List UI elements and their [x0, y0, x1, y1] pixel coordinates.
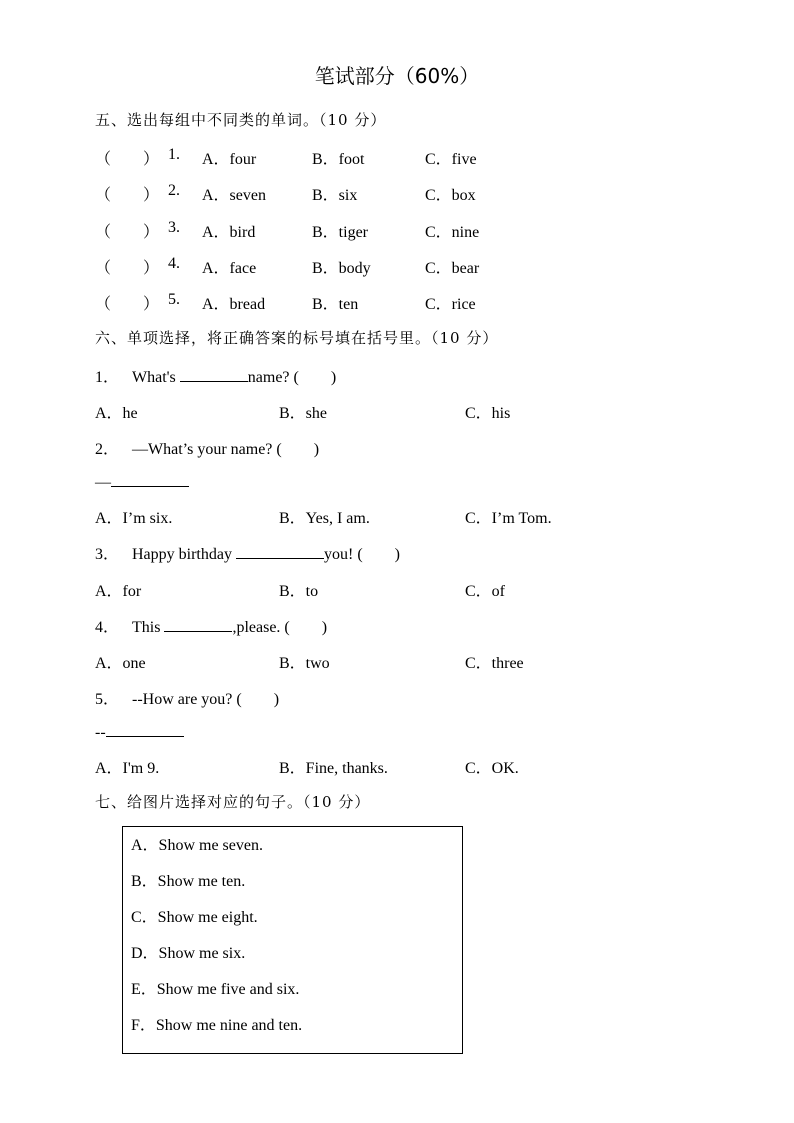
question-number: 4． [95, 619, 120, 636]
section7-heading: 七、给图片选择对应的句子。（10 分） [95, 793, 371, 811]
option-c: C．box [425, 187, 476, 204]
question-text-pre: This [132, 619, 165, 636]
options-box [122, 826, 463, 1054]
answer-blank[interactable] [180, 367, 248, 382]
question-number: 3． [95, 546, 120, 563]
answer-paren[interactable]: （ ） [95, 224, 160, 241]
question-text [132, 614, 327, 637]
option-b: B．she [279, 405, 328, 422]
reply-line [95, 722, 184, 742]
answer-paren[interactable]: （ ） [95, 187, 160, 204]
question-text-pre: What's [132, 369, 180, 386]
answer-blank[interactable] [236, 544, 324, 559]
sentence-option: A．Show me seven. [131, 837, 263, 854]
question-text-pre: Happy birthday [132, 546, 236, 563]
reply-dash: — [95, 474, 111, 491]
question-text-post: ,please. ( ) [232, 619, 328, 636]
option-b: B．body [312, 260, 371, 277]
sentence-option: C．Show me eight. [131, 909, 258, 926]
option-c: C．I’m Tom. [465, 510, 552, 527]
question-text-post: name? ( ) [247, 369, 337, 386]
section5-heading: 五、选出每组中不同类的单词。（10 分） [95, 111, 387, 129]
option-c: C．three [465, 655, 524, 672]
option-b: B．ten [312, 296, 359, 313]
option-a: A．bread [202, 296, 266, 313]
sentence-option: B．Show me ten. [131, 873, 246, 890]
answer-blank[interactable] [106, 722, 184, 737]
question-number: 5． [95, 691, 120, 708]
sentence-option: E．Show me five and six. [131, 981, 300, 998]
answer-paren[interactable]: （ ） [95, 151, 160, 168]
item-number: 4. [168, 255, 180, 272]
option-a: A．bird [202, 224, 256, 241]
question-text-post: you! ( ) [323, 546, 400, 563]
option-c: C．of [465, 583, 506, 600]
answer-paren[interactable]: （ ） [95, 296, 160, 313]
section6-heading: 六、单项选择，将正确答案的标号填在括号里。（10 分） [95, 329, 499, 347]
option-b: B．tiger [312, 224, 368, 241]
answer-paren[interactable]: （ ） [95, 260, 160, 277]
option-c: C．OK. [465, 760, 519, 777]
option-c: C．rice [425, 296, 476, 313]
question-text: --How are you? ( ) [132, 691, 280, 708]
option-b: B．Fine, thanks. [279, 760, 388, 777]
question-text [132, 364, 336, 387]
option-b: B．Yes, I am. [279, 510, 370, 527]
question-text [132, 541, 400, 564]
option-b: B．six [312, 187, 358, 204]
sentence-option: F．Show me nine and ten. [131, 1017, 303, 1034]
option-a: A．seven [202, 187, 266, 204]
question-number: 2． [95, 441, 120, 458]
answer-blank[interactable] [164, 617, 232, 632]
option-a: A．one [95, 655, 146, 672]
option-b: B．two [279, 655, 330, 672]
option-a: A．I'm 9. [95, 760, 160, 777]
item-number: 5. [168, 291, 180, 308]
sentence-option: D．Show me six. [131, 945, 246, 962]
option-c: C．bear [425, 260, 480, 277]
reply-dash: -- [95, 724, 106, 741]
option-c: C．his [465, 405, 511, 422]
option-b: B．foot [312, 151, 365, 168]
page-title: 笔试部分（60%） [314, 64, 480, 88]
question-text: —What’s your name? ( ) [132, 441, 320, 458]
reply-line [95, 472, 189, 492]
option-c: C．five [425, 151, 477, 168]
question-number: 1． [95, 369, 120, 386]
item-number: 1. [168, 146, 180, 163]
option-a: A．for [95, 583, 142, 600]
option-a: A．face [202, 260, 257, 277]
option-a: A．I’m six. [95, 510, 173, 527]
option-c: C．nine [425, 224, 480, 241]
option-a: A．four [202, 151, 257, 168]
option-b: B．to [279, 583, 319, 600]
answer-blank[interactable] [111, 472, 189, 487]
option-a: A．he [95, 405, 138, 422]
item-number: 3. [168, 219, 180, 236]
item-number: 2. [168, 182, 180, 199]
